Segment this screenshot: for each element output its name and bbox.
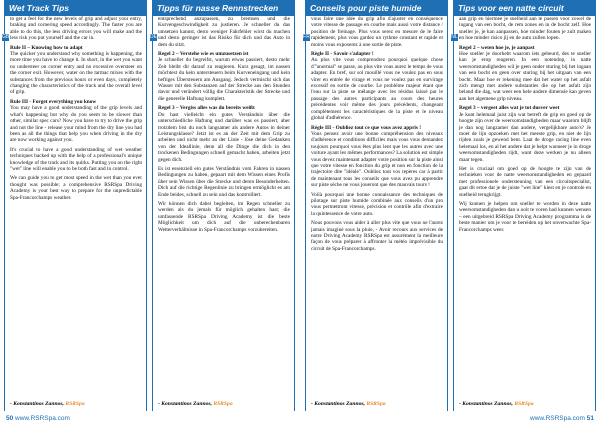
article-text (10, 16, 142, 201)
language-badge: GB (2, 34, 10, 40)
author-signature: - Konstantinos Zannos, RSRSpa (311, 401, 386, 407)
author-signature: - Konstantinos Zannos, RSRSpa (459, 401, 534, 407)
rule-heading: Règle III - Oubliez tout ce que vous avez appris ! (311, 124, 422, 131)
brand-name: RSRSpa (213, 401, 233, 407)
paragraph: Wij kunnen je helpen om sneller te worden in deze natte weersomstandigheden dan u ooit te voren had kunnen wensen – een uitgebreid RSRSpa Driving Academy programma is de beste manier om je voor te bereiden op het onverwachte Spa-Francorchamps weer. (459, 200, 591, 233)
paragraph: Het is cruciaal om goed op de hoogte te zijn van de technieken voor de natte weersomstandigheden en gepaard met professionele ondersteuning van een circuitspecialist, gaat dit ertoe dat je de juiste "wet line" kiest en je controle en snelheid terugkrijgt. (459, 165, 591, 198)
rule-heading: Regel 3 – Vergiss alles was du bereits weißt (158, 105, 255, 112)
brand-name: RSRSpa (65, 401, 85, 407)
language-badge: NL (451, 34, 458, 40)
language-badge: DE (150, 34, 157, 40)
page-footer (0, 411, 600, 425)
column-body (305, 16, 448, 411)
column-header: Wet Track Tips (4, 0, 147, 16)
article-text (158, 16, 290, 233)
footer-url: www.RSRSpa.com (15, 415, 70, 422)
column-body (453, 16, 596, 411)
brand-name: RSRSpa (366, 401, 386, 407)
paragraph: entsprechend anzupassen, zu bremsen und die Kurvengeschwindigkeit zu justieren. Je schneller du das umsetzen kannst, desto weniger Fahrfehler wirst du machen und desto geringer ist das Risiko für dich und das Auto in dem du sitzt. (158, 16, 290, 48)
paragraph: It's crucial to have a good understanding of wet weather techniques backed up with the help of a professional's unique knowledge of the track and its quirks. Putting you on the right "wet" line will enable you to be both fast and in control. (10, 146, 142, 172)
paragraph: Rule II – Knowing how to adapt The quicker you understand why something is happening, the more time you have to change it. In short, in the wet you want no understeer on corner entry and no excessive oversteer on the corner exit. However, water on the tarmac mixes with the substances from the previous hours or even days, completely changing the characteristics of the track and the overall level of grip. (10, 44, 142, 96)
author-signature: - Konstantinos Zannos, RSRSpa (10, 401, 85, 407)
paragraph: Regel 3 – vergeet alles wat je tot dusver weet Je kunt helemaal juist zijn wat betreft de grip en goed op de hoogte zijn over de weersomstandigheden maar waarom blijft je dan nog langzamer dan andere, vergelijkbare auto's? Je moet de lijn opzoeken met het meeste grip, en niet de lijn rijden zoals je gewend bent. Laat de droge racing line even helemaal los, en al het andere dat je helpt wanneer je in droge weersomstandigheden rijdt, want deze werken je nu alleen maar tegen. (459, 105, 591, 163)
paragraph: Wir können dich dabei begleiten, im Regen schneller zu werden als du jemals für möglich gehalten hast; die umfassende RSRSpa Driving Academy ist die beste Möglichkeit um dich auf die unberechenbaren Wetterverhältnisse in Spa-Francorchamps vorzubereiten. (158, 200, 290, 233)
rule-heading: Regel 3 – vergeet alles wat je tot dusver weet (459, 105, 560, 112)
rule-heading: Regel 2 – Verstehe wie es umzusetzen ist (158, 51, 249, 58)
footer-right (530, 415, 594, 422)
column-body (4, 16, 147, 411)
column-dutch (453, 0, 596, 425)
article-text (311, 16, 443, 252)
footer-left (6, 415, 70, 422)
column-header: Tipps für nasse Rennstrecken (152, 0, 295, 16)
author-signature: - Konstantinos Zannos, RSRSpa (158, 401, 233, 407)
paragraph: Règle II - Savoir s'adapter ! Au plus vite vous comprendrez pourquoi quelque chose d'"anormal" se passe, au plus vite vous aurez le temps de vous adapter. En bref, sur sol mouillé vous ne voulez pas en sous virer en entrée de virage et vous ne voulez pas en survirage excessif en sortie de courbe. Le problème majeur étant que l'eau sur la piste se mélange avec les résidus laissé par le passage des autres participants au cours des heures précédentes voir même des jours précédents, changeant complètement les caractéristiques de la piste et le niveau global d'adhérence. (311, 51, 443, 122)
column-french (305, 0, 448, 425)
paragraph: Voilà pourquoi une bonne connaissance des techniques de pilotage sur piste humide combinée aux conseils d'un pro vous permettront vitesse, précision et contrôle afin d'extraire la quintessence de votre auto. (311, 191, 443, 217)
paragraph: aan grip en hiermee je snelheid aan te passen voor zowel de ingang van een bocht, de rem zones en in de bocht zelf. Hoe sneller je, je kan aanpassen, hoe minder fouten je zult maken en hoe minder risico jij en de auto zullen lopen. (459, 16, 591, 42)
column-header: Conseils pour piste humide (305, 0, 448, 16)
footer-url: www.RSRSpa.com (530, 415, 585, 422)
page-number: 50 (6, 415, 14, 422)
paragraph: We can guide you to get most speed in the wet than you ever thought was possible; a comprehensive RSRSpa Driving Academy is your best way to prepare for the unpredictable Spa-Francorchamps weather. (10, 175, 142, 201)
column-english (4, 0, 147, 425)
rule-heading: Regel 2 – weten hoe je, je aanpast (459, 44, 535, 51)
language-badge: FR (303, 34, 310, 40)
brand-name: RSRSpa (514, 401, 534, 407)
page-number: 51 (586, 415, 594, 422)
paragraph: Rule III - Forget everything you know You may have a good understanding of the grip levels and what's happening but why do you seem to be slower than other, similar spec cars? Now you have to try to drive the grip and not the line - release your mind from the dry line you had been as all the things that help you when driving in the dry are now working against you. (10, 98, 142, 144)
paragraph: Regel 2 – Verstehe wie es umzusetzen ist Je schneller du begreifst, warum etwas passiert, desto mehr Zeit bleibt dir darauf zu reagieren. Kurz gesagt, im nassen möchtest du kein untersteuern beim Kurveneingang und kein heftiges Übersteuern am Ausgang. Jedoch vermischt sich das Wasser mit den Substanzen auf der Strecke aus den Stunden davor und verändert völlig die Charakteristik der Strecke und die generelle Haftung komplett. (158, 51, 290, 102)
paragraph: Es ist essenziell ein gutes Verständnis vom Fahren in nassen Bedingungen zu haben, gepaart mit dem Wissen eines Profis über sein Wissen über die Strecke und deren Besonderheiten. Dich auf die richtige Regenlinie zu bringen ermöglicht es am Ende beides, schnell zu sein und das kontrolliert. (158, 165, 290, 198)
paragraph: Règle III - Oubliez tout ce que vous avez appris ! Vous pensez avoir une bonne compréhension des niveaux d'adhérence et conditions difficiles mais vous vous demandez toujours pourquoi vous êtes plus lent que les autres avec une voiture ayant les mêmes performances? La solution est simple vous devez maintenant adapter votre position sur la piste ainsi que votre vitesse en fonction du grip et non en fonction de la trajectoire dite "idéale". Oubliez tout vos repères car à partir de maintenant tous les conseils que vous avez pu apprendre sur piste sèche ne vous joueront que des mauvais tours ! (311, 124, 443, 189)
paragraph: Nous pouvons vous aider à aller plus vite que vous ne l'aurez jamais imaginé sous la pluie, - Avoir recours aux services de notre Driving Academy RSRSpa est assurément la meilleure façon de vous préparer à affronter la météo imprévisible du circuit de Spa-Francorchamps. (311, 220, 443, 252)
column-header: Tips voor een natte circuit (453, 0, 596, 16)
article-text (459, 16, 591, 233)
paragraph: to get a feel for the new levels of grip and adjust your entry, braking and cornering speed accordingly. The faster you are able to do this, the less driving errors you will make and the less risk you put yourself and the car in. (10, 16, 142, 42)
rule-heading: Règle II - Savoir s'adapter ! (311, 51, 374, 58)
column-body (152, 16, 295, 411)
rule-heading: Rule III - Forget everything you know (10, 98, 97, 105)
column-german (152, 0, 295, 425)
paragraph: Regel 3 – Vergiss alles was du bereits weißt Du hast vielleicht ein gutes Verständnis über die unterschiedliche Haftung und darüber was es passiert, aber trotzdem bist du noch langsamer als andere Autos in deiner Leistungsklasse? Jetzt ist es an der Zeit mit dem Grip zu arbeiten und nicht mehr an der Linie - löse deine Gedanken von der Ideallinie, denn all die Dinge die dich in den trockenen Bedingungen schnell gemacht haben, arbeiten jetzt gegen dich. (158, 105, 290, 163)
rule-heading: Rule II – Knowing how to adapt (10, 44, 83, 51)
paragraph: Regel 2 – weten hoe je, je aanpast Hoe sneller je doorhebt waarom iets gebeurd, des te sneller kan je erop reageren. In een notendop, in natte weersomstandigheden wil je geen onder sturing bij het ingaan van een bocht en geen over sturing bij het uitgaan van een bocht. Maar hoe er rekening mee dat het water op het asfalt zich mengt met andere substanties die op het asfalt zijn beland die dag, wat weer een hele andere dimensie kan geven aan het algemene grip niveau. (459, 44, 591, 102)
paragraph: vous faire une idée du grip afin d'ajuster en conséquence votre vitesse de passage en courbe mais aussi votre distance / position de freinage. Plus vous serez en mesure de le faire rapidement, plus vous gardez un rythme constant et rapide et moins vous exposerez à une sortie de piste. (311, 16, 443, 48)
